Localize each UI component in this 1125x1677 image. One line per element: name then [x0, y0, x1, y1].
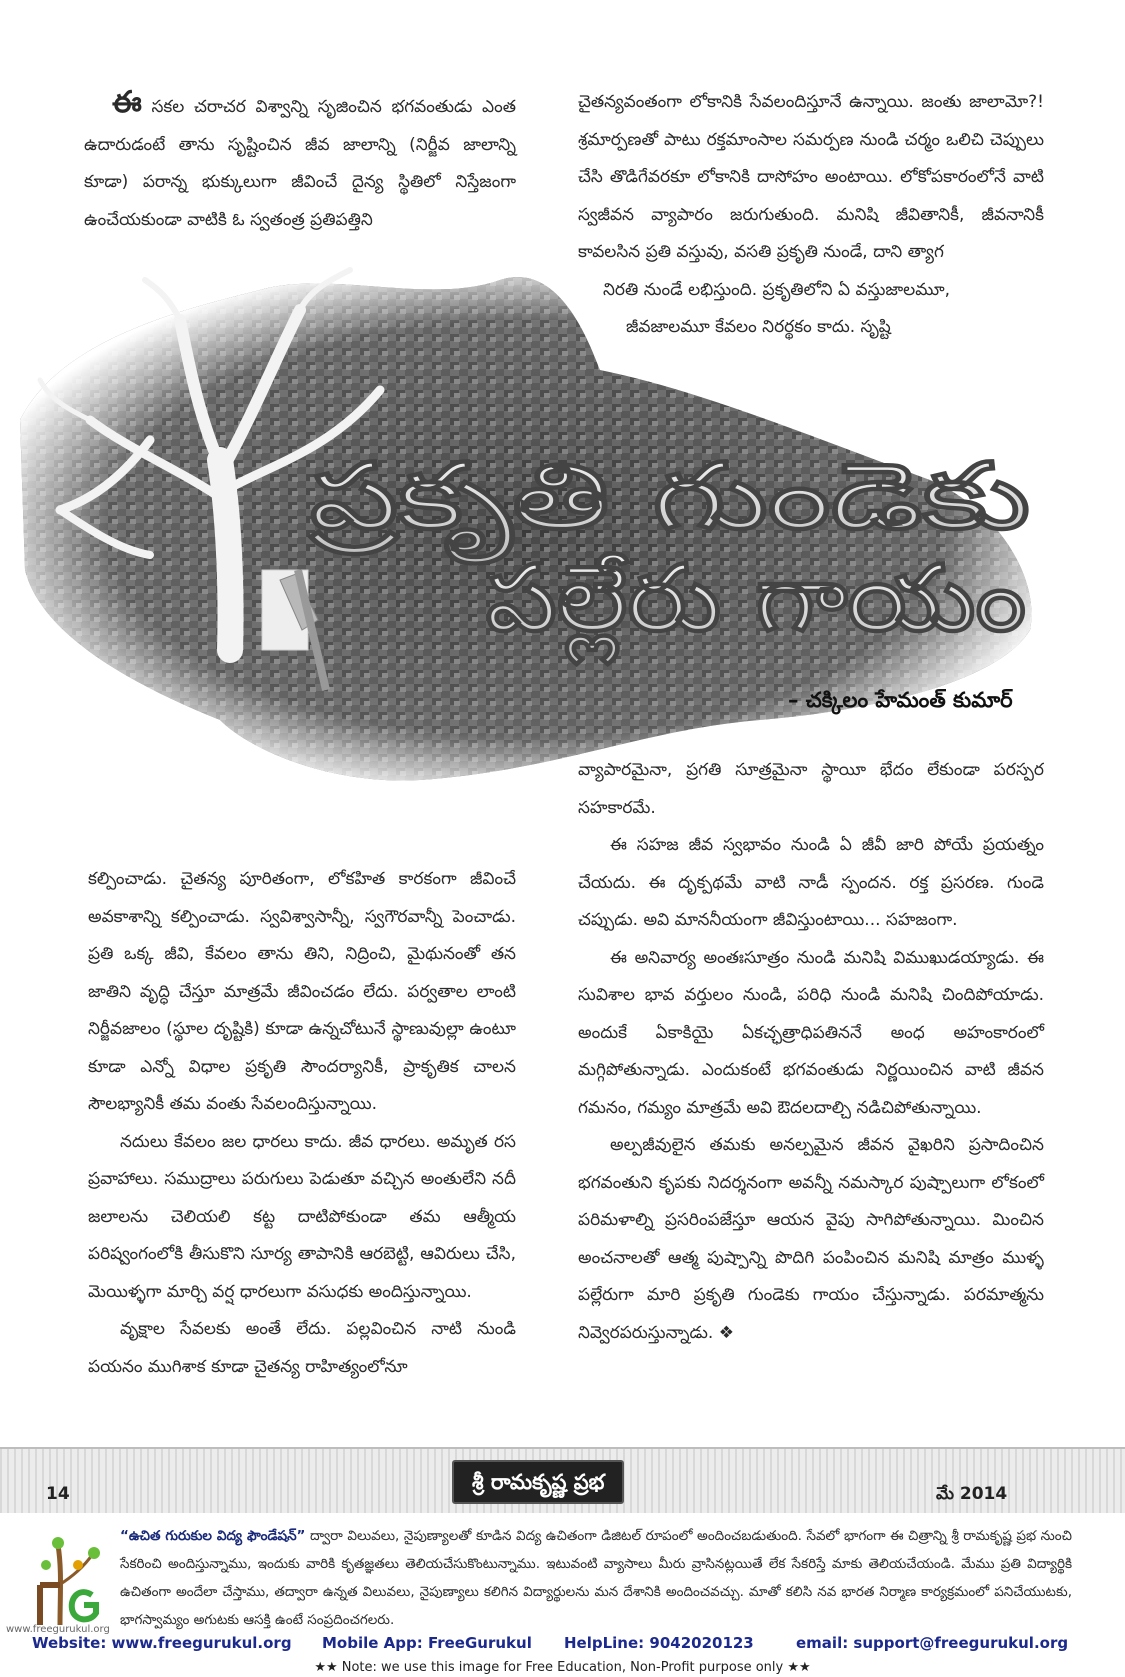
paragraph: సకల చరాచర విశ్వాన్ని సృజించిన భగవంతుడు ఎంత ఉదారుడంటే తాను సృష్టించిన జీవ జాలాన్ని (నిర్జీవ జాలాన్ని కూడా) పరాన్న భుక్కులుగా జీవించే దైన్య స్థితిలో నిస్తేజంగా ఉంచేయకుండా వాటికి ఓ స్వతంత్ర ప్రతిపత్తిని: [84, 97, 516, 230]
paragraph: ఈ అనివార్య అంతఃసూత్రం నుండి మనిషి విముఖుడయ్యాడు. ఈ సువిశాల భావ వర్తులం నుండి, పరిధి నుండి మనిషి చిందిపోయాడు. అందుకే ఏకాకియై ఏకచ్ఛత్రాధిపతిననే అంధ అహంకారంలో మగ్గిపోతున్నాడు. ఎందుకంటే భగవంతుడు నిర్ణయించిన వాటి జీవన గమనం, గమ్యం మాత్రమే అవి ఔదలదాల్చి నడిచిపోతున్నాయి.: [578, 947, 1044, 1118]
page-number: 14: [46, 1484, 70, 1504]
paragraph: నిరతి నుండే లభిస్తుంది. ప్రకృతిలోని ఏ వస్తుజాలమూ,: [603, 279, 950, 300]
foundation-notice: [120, 1522, 1072, 1634]
paragraph: ఈ సహజ జీవ స్వభావం నుండి ఏ జీవీ జారి పోయే ప్రయత్నం చేయదు. ఈ దృక్పథమే వాటి నాడీ స్పందన. రక్త ప్రసరణ. గుండె చప్పుడు. అవి మాననీయంగా జీవిస్తుంటాయి... సహజంగా.: [578, 835, 1044, 930]
issue-date: మే 2014: [936, 1484, 1008, 1504]
paragraph: జీవజాలమూ కేవలం నిరర్థకం కాదు. సృష్టి: [626, 317, 891, 337]
paragraph: నదులు కేవలం జల ధారలు కాదు. జీవ ధారలు. అమృత రస ప్రవాహాలు. సముద్రాలు పరుగులు పెడుతూ వచ్చిన అంతులేని నదీ జలాలను చెలియలి కట్ట దాటిపోకుండా తమ ఆత్మీయ పరిష్వంగంలోకి తీసుకొని సూర్య తాపానికి ఆరబెట్టి, ఆవిరులు చేసి, మెయిళ్ళగా మార్చి వర్ష ధారలుగా వసుధకు అందిస్తున్నాయి.: [88, 1131, 516, 1302]
col2-bottom: [578, 752, 1044, 1352]
author-byline: – చక్కిలం హేమంత్ కుమార్: [788, 688, 1013, 712]
helpline-number[interactable]: HelpLine: 9042020123: [564, 1634, 754, 1652]
paragraph: అల్పజీవులైన తమకు అనల్పమైన జీవన వైఖరిని ప్రసాదించిన భగవంతుని కృపకు నిదర్శనంగా అవన్నీ నమస్కార పుష్పాలుగా లోకంలో పరిమళాల్ని ప్రసరింపజేస్తూ ఆయన వైపు సాగిపోతున్నాయి. మించిన అంచనాలతో ఆత్మ పుష్పాన్ని పొదిగి పంపించిన మనిషి మాత్రం ముళ్ళ పల్లేరుగా మారి ప్రకృతి గుండెకు గాయం చేస్తున్నాడు. పరమాత్మను నివ్వెరపరుస్తున్నాడు. ❖: [578, 1135, 1044, 1343]
usage-note: ★★ Note: we use this image for Free Education, Non-Profit purpose only ★★: [314, 1660, 811, 1675]
title-line-1: ప్రకృతి గుండెకు: [310, 443, 845, 550]
paragraph: కల్పించాడు. చైతన్య పూరితంగా, లోకహిత కారకంగా జీవించే అవకాశాన్ని కల్పించాడు. స్వవిశ్వాసాన్నీ, స్వగౌరవాన్నీ పెంచాడు. ప్రతి ఒక్క జీవి, కేవలం తాను తిని, నిద్రించి, మైథునంతో తన జాతిని వృద్ధి చేస్తూ మాత్రమే జీవించడం లేదు. పర్వతాల లాంటి నిర్జీవజాలం (స్థూల దృష్టికి) కూడా ఉన్నచోటునే స్థాణువుల్లా ఉంటూ కూడా ఎన్నో విధాల ప్రకృతి సౌందర్యానికీ, ప్రాకృతిక చాలన సౌలభ్యానికీ తమ వంతు సేవలందిస్తున్నాయి.: [88, 869, 516, 1114]
paragraph: చైతన్యవంతంగా లోకానికి సేవలందిస్తూనే ఉన్నాయి. జంతు జాలామో?! శ్రమార్పణతో పాటు రక్తమాంసాల సమర్పణ నుండి చర్మం ఒలిచి చెప్పులు చేసి తొడిగేవరకూ లోకానికి దాసోహం అంటాయి. లోకోపకారంలోనే వాటి స్వజీవన వ్యాపారం జరుగుతుంది. మనిషి జీవితానికీ, జీవనానికీ కావలసిన ప్రతి వస్తువు, వసతి ప్రకృతి నుండే, దాని త్యాగ: [578, 92, 1044, 262]
title-line-2: పల్లేరు గాయం: [486, 545, 985, 652]
mobile-app-link[interactable]: Mobile App: FreeGurukul: [322, 1634, 532, 1652]
notice-text: ద్వారా విలువలు, నైపుణ్యాలతో కూడిన విద్య ఉచితంగా డిజిటల్ రూపంలో అందించబడుతుంది. సేవలో భాగంగా ఈ చిత్రాన్ని శ్రీ రామకృష్ణ ప్రభ నుంచి సేకరించి అందిస్తున్నాము, ఇందుకు వారికి కృతజ్ఞతలు తెలియచేసుకొంటున్నాము. ఇటువంటి వ్యాసాలు మీరు వ్రాసినట్లయితే లేక సేకరిస్తే మాకు తెలియచేయండి. మేము ప్రతి విద్యార్థికి ఉచితంగా అందేలా చేస్తాము, తద్వారా ఉన్నత విలువలు, నైపుణ్యాలు కలిగిన విద్యార్థులను మన దేశానికి అందించవచ్చు. మాతో కలిసి నవ భారత నిర్మాణ కార్యక్రమంలో పనిచేయుటకు, భాగస్వామ్యం అగుటకు ఆసక్తి ఉంటే సంప్రదించగలరు.: [120, 1528, 1072, 1628]
paragraph: వృక్షాల సేవలకు అంతే లేదు. పల్లవించిన నాటి నుండి పయనం ముగిశాక కూడా చైతన్య రాహిత్యంలోనూ: [88, 1319, 516, 1377]
magazine-title: శ్రీ రామకృష్ణ ప్రభ: [452, 1460, 624, 1504]
freegurukul-logo-icon: [20, 1525, 120, 1635]
paragraph: వ్యాపారమైనా, ప్రగతి సూత్రమైనా స్థాయీ భేదం లేకుండా పరస్పర సహకారమే.: [578, 760, 1044, 818]
logo-url: www.freegurukul.org: [6, 1624, 110, 1635]
dropcap: ఈ: [112, 85, 142, 120]
contact-bar: [0, 1634, 1125, 1658]
col1-bottom: [88, 861, 516, 1386]
website-link[interactable]: Website: www.freegurukul.org: [32, 1634, 292, 1652]
foundation-name: “ఉచిత గురుకుల విద్య ఫౌండేషన్”: [120, 1528, 306, 1544]
email-link[interactable]: email: support@freegurukul.org: [796, 1634, 1069, 1652]
col1-top: [84, 84, 516, 239]
